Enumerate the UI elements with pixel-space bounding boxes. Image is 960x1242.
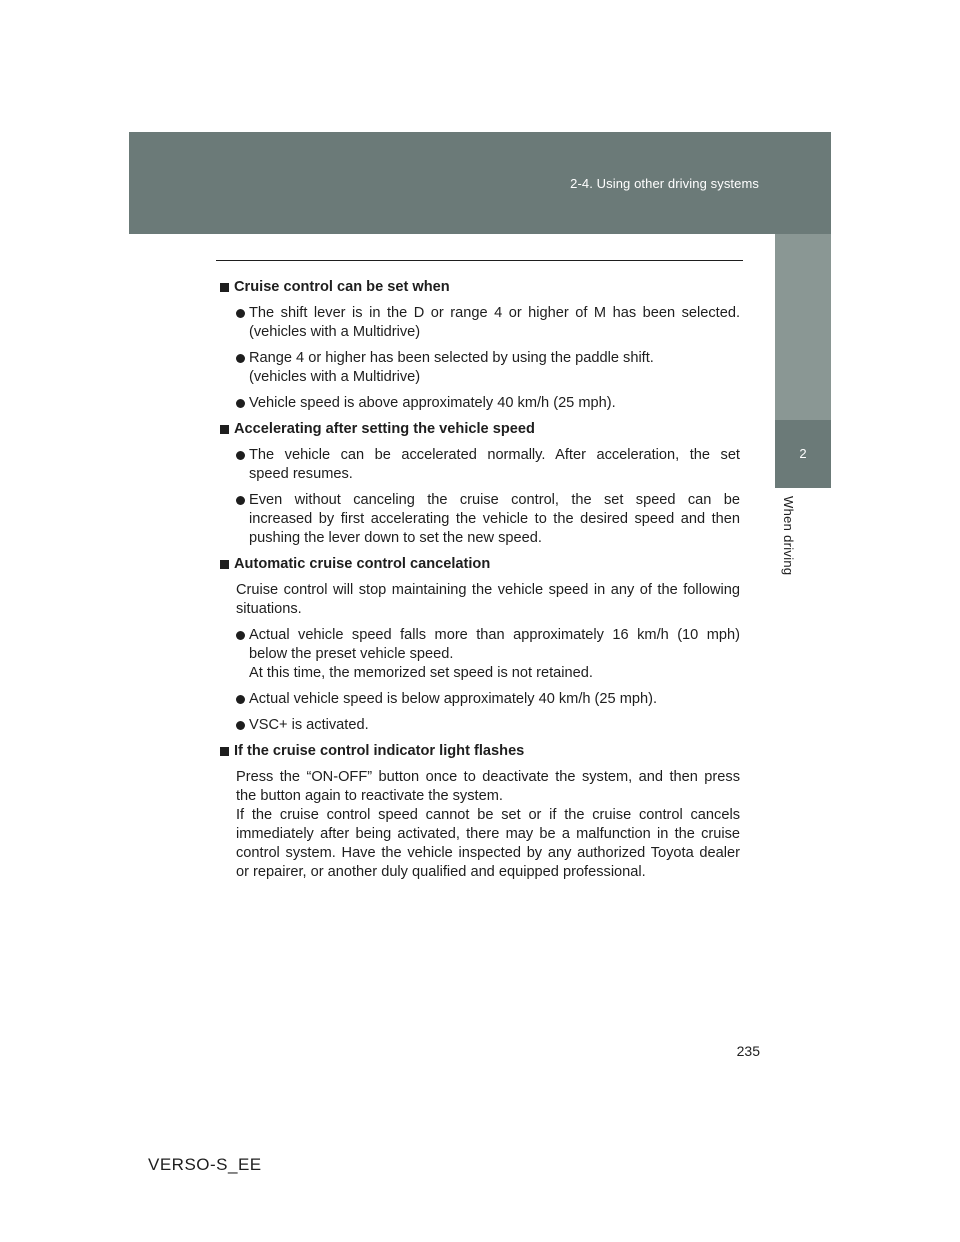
text-line: the button again to reactivate the system. — [236, 788, 503, 804]
section-title: 2-4. Using other driving systems — [570, 176, 759, 191]
text-line: Actual vehicle speed falls more than approximately 16 km/h (10 mph) — [249, 627, 740, 643]
page-content — [220, 278, 740, 889]
section-heading — [220, 420, 740, 439]
list-item — [220, 716, 740, 735]
text-line: If the cruise control speed cannot be set or if the cruise control cancels — [236, 807, 740, 823]
text-line: pushing the lever down to set the new speed. — [249, 530, 542, 546]
round-bullet-icon — [236, 309, 245, 318]
list-item — [220, 304, 740, 342]
heading-text: Cruise control can be set when — [234, 279, 450, 295]
text-line: speed resumes. — [249, 466, 353, 482]
paragraph — [220, 768, 740, 882]
text-line: At this time, the memorized set speed is not retained. — [249, 665, 593, 681]
text-line: Actual vehicle speed is below approximately 40 km/h (25 mph). — [249, 691, 658, 707]
round-bullet-icon — [236, 695, 245, 704]
text-line: Even without canceling the cruise control, the set speed can be — [249, 492, 740, 508]
text-line: VSC+ is activated. — [249, 717, 369, 733]
list-item — [220, 690, 740, 709]
chapter-number: 2 — [799, 446, 807, 461]
list-item — [220, 349, 740, 387]
paragraph — [220, 581, 740, 619]
document-code: VERSO-S_EE — [148, 1155, 262, 1174]
round-bullet-icon — [236, 451, 245, 460]
text-line: (vehicles with a Multidrive) — [249, 369, 421, 385]
text-line: below the preset vehicle speed. — [249, 646, 454, 662]
text-line: Cruise control will stop maintaining the vehicle speed in any of the following — [236, 582, 740, 598]
header-band — [129, 132, 831, 234]
square-bullet-icon — [220, 283, 229, 292]
section-heading — [220, 742, 740, 761]
square-bullet-icon — [220, 425, 229, 434]
round-bullet-icon — [236, 631, 245, 640]
round-bullet-icon — [236, 354, 245, 363]
text-line: The shift lever is in the D or range 4 or higher of M has been selected. — [249, 305, 740, 321]
square-bullet-icon — [220, 560, 229, 569]
heading-text: If the cruise control indicator light flashes — [234, 743, 525, 759]
text-line: (vehicles with a Multidrive) — [249, 324, 421, 340]
section-divider — [216, 260, 743, 261]
text-line: immediately after being activated, there may be a malfunction in the cruise — [236, 826, 740, 842]
round-bullet-icon — [236, 721, 245, 730]
text-line: The vehicle can be accelerated normally. After acceleration, the set — [249, 447, 740, 463]
text-line: Range 4 or higher has been selected by using the paddle shift. — [249, 350, 654, 366]
list-item — [220, 446, 740, 484]
text-line: control system. Have the vehicle inspected by any authorized Toyota dealer — [236, 845, 740, 861]
side-tab-background — [775, 234, 831, 420]
square-bullet-icon — [220, 747, 229, 756]
section-heading — [220, 555, 740, 574]
chapter-label: When driving — [781, 496, 796, 576]
chapter-tab — [775, 420, 831, 488]
round-bullet-icon — [236, 399, 245, 408]
text-line: or repairer, or another duly qualified and equipped professional. — [236, 864, 646, 880]
page-number: 235 — [736, 1043, 760, 1059]
text-line: Vehicle speed is above approximately 40 km/h (25 mph). — [249, 395, 616, 411]
text-line: increased by first accelerating the vehicle to the desired speed and then — [249, 511, 740, 527]
text-line: Press the “ON-OFF” button once to deactivate the system, and then press — [236, 769, 740, 785]
round-bullet-icon — [236, 496, 245, 505]
heading-text: Automatic cruise control cancelation — [234, 556, 491, 572]
list-item — [220, 626, 740, 683]
list-item — [220, 394, 740, 413]
text-line: situations. — [236, 601, 302, 617]
section-heading — [220, 278, 740, 297]
heading-text: Accelerating after setting the vehicle speed — [234, 421, 535, 437]
list-item — [220, 491, 740, 548]
